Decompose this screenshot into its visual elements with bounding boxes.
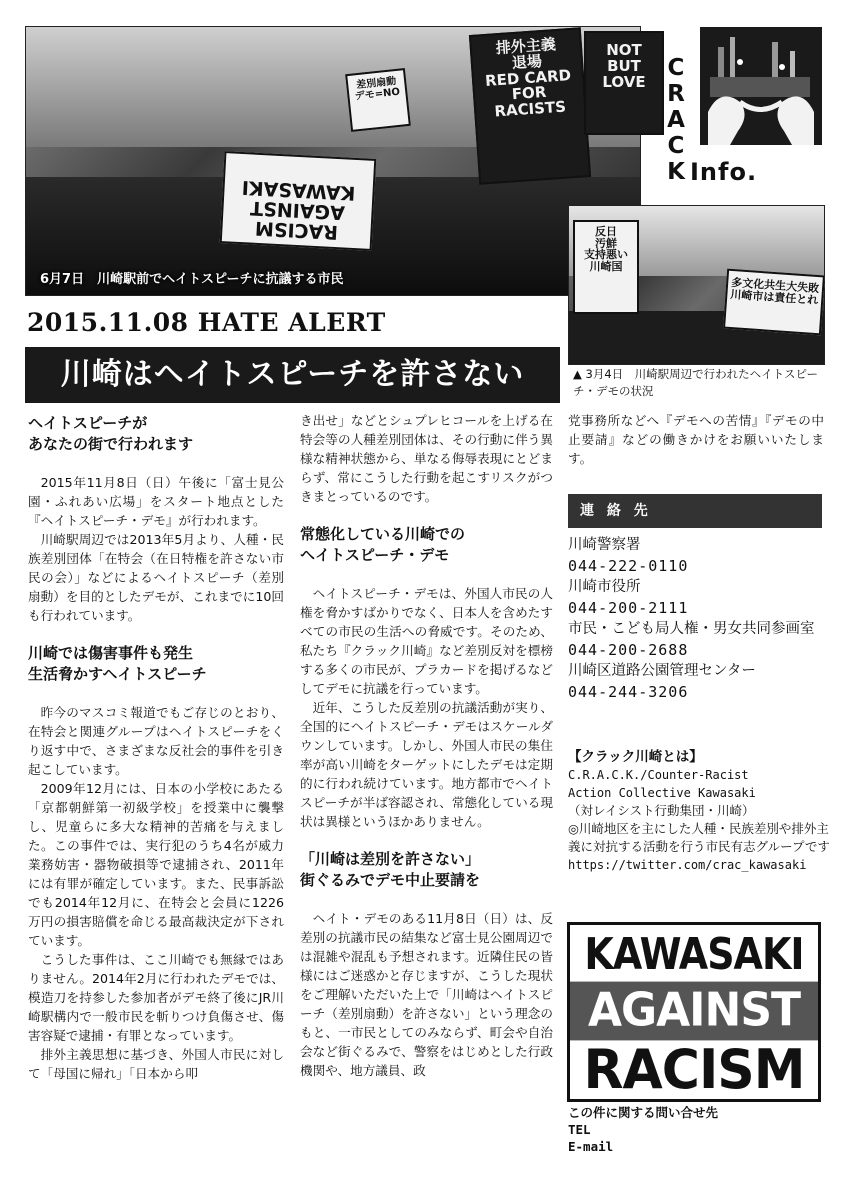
contact-name: 川崎区道路公園管理センター	[568, 663, 756, 679]
crack-logo-image	[700, 27, 822, 145]
logo-line: AGAINST	[570, 982, 818, 1041]
about-japanese-name: （対レイシスト行動集団・川崎）	[568, 803, 755, 818]
contact-list	[568, 535, 828, 703]
crack-letter: C	[667, 55, 685, 81]
paragraph: 党事務所などへ『デモへの苦情』『デモの中止要請』などの働きかけをお願いいたします。	[568, 413, 824, 466]
contact-name: 川崎警察署	[568, 537, 641, 553]
contact-phone: 044-244-3206	[568, 683, 689, 701]
paragraph: 川崎駅周辺では2013年5月より、人種・民族差別団体「在特会（在日特権を許さない市民の会）」などによるヘイトスピーチ（差別扇動）を目的としたデモが、これまでに10回も行われています。	[28, 532, 284, 623]
paragraph: 排外主義思想に基づき、外国人市民に対して「母国に帰れ」「日本から叩	[28, 1047, 284, 1081]
paragraph: 2015年11月8日（日）午後に「富士見公園・ふれあい広場」をスタート地点とした『ヘイトスピーチ・デモ』が行われます。	[28, 475, 284, 528]
contact-name: 市民・こども局人権・男女共同参画室	[568, 621, 815, 637]
paragraph: ヘイトスピーチ・デモは、外国人市民の人権を脅かすばかりでなく、日本人を含めたすべての市民の生活への脅威です。そのため、私たち『クラック川崎』など差別反対を標榜する多くの市民が、プラカードを掲げるなどしてデモに抗議を行っています。	[300, 586, 553, 696]
crack-letter: C	[667, 133, 685, 159]
about-crack	[568, 748, 833, 874]
photo-caption-second: ▲ 3月4日 川崎駅周辺で行われたヘイトスピーチ・デモの状況	[573, 367, 819, 398]
article-column-3	[568, 411, 824, 468]
paragraph: 2009年12月には、日本の小学校にあたる「京都朝鮮第一初級学校」を授業中に襲撃し、児童らに多大な精神的苦痛を与えました。この事件では、実行犯のうち4名が威力業務妨害・器物破損等で逮捕され、2011年には有罪が確定しています。また、民事訴訟でも2014年12月に、在特会と会員に1226万円の損害賠償を命じる最高裁決定が下されています。	[28, 781, 284, 948]
section-heading: 「川崎は差別を許さない」 街ぐるみでデモ中止要請を	[300, 850, 481, 889]
photo-caption-main: 6月7日 川崎駅前でヘイトスピーチに抗議する市民	[40, 272, 344, 287]
logo-line: KAWASAKI	[584, 928, 804, 980]
section-heading: 常態化している川崎での ヘイトスピーチ・デモ	[300, 525, 466, 564]
about-description: ◎川崎地区を主にした人種・民族差別や排外主義に対抗する活動を行う市民有志グループです	[568, 821, 830, 854]
paragraph: き出せ」などとシュプレヒコールを上げる在特会等の人種差別団体は、その行動に伴う異様な精神状態から、単なる侮辱表現にとどまらず、常にこうした行動を起こすリスクがつきまとっているのです。	[300, 413, 553, 504]
kawasaki-against-racism-logo	[567, 922, 821, 1102]
crack-letter: R	[667, 81, 685, 107]
inquiry-label: この件に関する問い合せ先	[568, 1105, 719, 1120]
crack-info-text: Info.	[690, 158, 758, 186]
about-english-name: Action Collective Kawasaki	[568, 786, 756, 800]
contact-name: 川崎市役所	[568, 579, 641, 595]
contact-phone: 044-200-2688	[568, 641, 689, 659]
article-column-1	[28, 413, 284, 1083]
placard-but-love: NOT BUT LOVE	[584, 31, 664, 135]
date-header: 2015.11.08 HATE ALERT	[27, 308, 386, 337]
placard-red-card: 排外主義 退場 RED CARD FOR RACISTS	[469, 27, 591, 184]
paragraph: ヘイト・デモのある11月8日（日）は、反差別の抗議市民の結集など富士見公園周辺では混雑や混乱も予想されます。近隣住民の皆様にはご迷惑かと存じますが、こうした現状をご理解いただいた上で「川崎はヘイトスピーチ（差別扇動）を許さない」という理念のもと、一市民としてのみならず、町会や自治会など街ぐるみで、警察をはじめとした行政機関や、地方議員、政	[300, 911, 553, 1078]
about-english-name: C.R.A.C.K./Counter-Racist	[568, 768, 749, 782]
paragraph: こうした事件は、ここ川崎でも無縁ではありません。2014年2月に行われたデモでは、模造刀を持参した参加者がデモ終了後にJR川崎駅構内で一般市民を斬りつけ負傷させ、傷害容疑で逮捕・有罪となっています。	[28, 952, 284, 1043]
section-heading: 川崎では傷害事件も発生 生活脅かすヘイトスピーチ	[28, 644, 207, 683]
placard-hate-sign: 反日 汚鮮 支持悪い 川崎国	[573, 220, 639, 314]
section-heading: ヘイトスピーチが あなたの街で行われます	[28, 414, 194, 453]
main-title: 川崎はヘイトスピーチを許さない	[25, 347, 560, 403]
paragraph: 昨今のマスコミ報道でもご存じのとおり、在特会と関連グループはヘイトスピーチをくり返す中で、さまざまな反社会的事件を引き起こしています。	[28, 705, 284, 777]
logo-line: RACISM	[583, 1038, 805, 1102]
hands-factory-icon	[700, 27, 822, 145]
inquiry-tel: TEL	[568, 1122, 591, 1137]
contact-phone: 044-222-0110	[568, 557, 689, 575]
protest-photo-main	[25, 26, 646, 296]
contact-phone: 044-200-2111	[568, 599, 689, 617]
about-title: 【クラック川崎とは】	[568, 749, 703, 765]
placard-kawasaki-against-racism: RACISM AGAINST KAWASAKI	[220, 151, 377, 251]
twitter-link[interactable]: https://twitter.com/crac_kawasaki	[568, 858, 807, 872]
placard-multiculture: 多文化共生大失敗 川崎市は責任とれ	[723, 269, 825, 336]
inquiry-email: E-mail	[568, 1139, 614, 1154]
crack-letter: K	[667, 159, 685, 185]
placard-no-discrimination: 差別扇動 デモ=NO	[345, 68, 411, 132]
crack-letter: A	[667, 107, 685, 133]
crack-logo-letters	[662, 55, 690, 185]
inquiry-footer	[568, 1104, 718, 1155]
protest-photo-second	[568, 205, 825, 365]
article-column-2	[300, 411, 553, 1080]
contact-heading: 連 絡 先	[568, 494, 822, 528]
paragraph: 近年、こうした反差別の抗議活動が実り、全国的にヘイトスピーチ・デモはスケールダウンしています。しかし、外国人市民の集住率が高い川崎をターゲットにしたデモは定期的に行われ続けています。地方都市でヘイトスピーチが半ば容認され、常態化している現状は異様というほかありません。	[300, 700, 553, 829]
